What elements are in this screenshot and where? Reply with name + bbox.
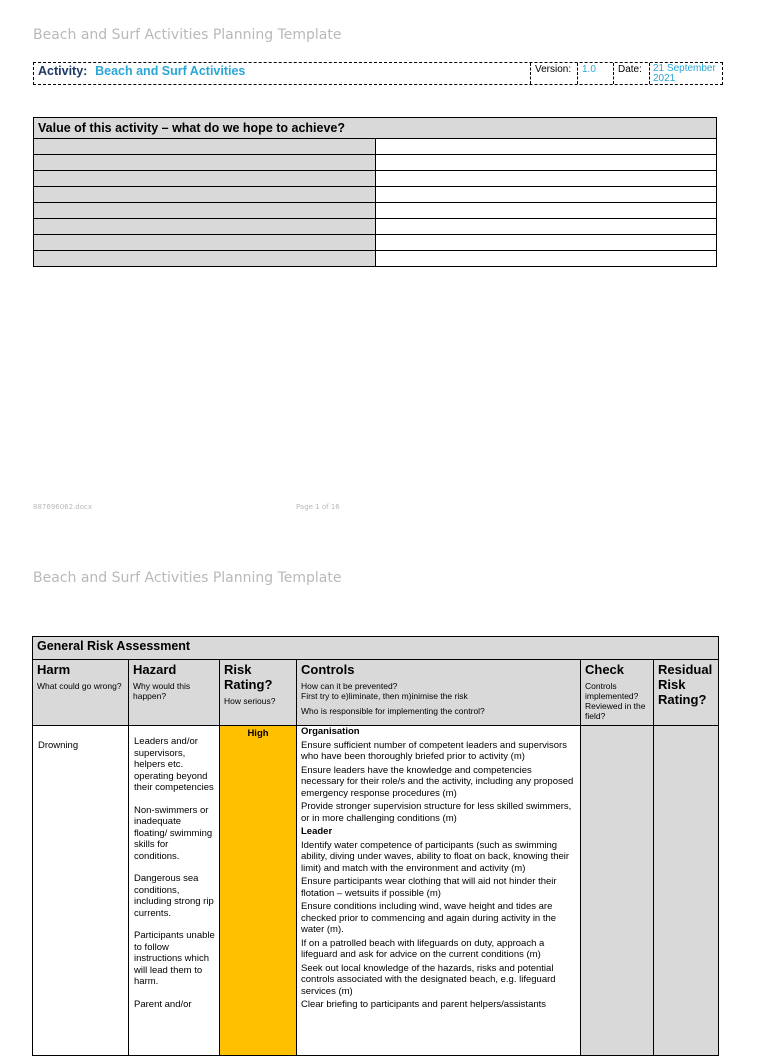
controls-cell[interactable] (297, 726, 581, 1056)
value-row-label[interactable] (34, 187, 376, 203)
control-item: Ensure sufficient number of competent leaders and supervisors who have been thoroughly briefed prior to activity (m) (301, 739, 567, 762)
control-item: Ensure participants wear clothing that will aid not hinder their flotation – wetsuits if possible (m) (301, 876, 557, 899)
value-row-label[interactable] (34, 203, 376, 219)
value-row-label[interactable] (34, 251, 376, 267)
activity-cell (34, 63, 531, 84)
hazard-header-title: Hazard (133, 662, 177, 677)
control-item: If on a patrolled beach with lifeguards on duty, approach a lifeguard and ask for advice on the current conditions (m) (301, 937, 545, 960)
value-row-text[interactable] (375, 203, 717, 219)
harm-header-title: Harm (37, 662, 71, 677)
value-row-label[interactable] (34, 139, 376, 155)
harm-header-sub: What could go wrong? (37, 681, 122, 691)
residual-column-header (654, 660, 719, 726)
activity-bar (33, 62, 723, 85)
hazard-header-sub: Why would this happen? (133, 681, 191, 701)
controls-header-sub1: How can it be prevented? (301, 681, 398, 691)
controls-section-organisation: Organisation (301, 726, 360, 737)
control-item: Seek out local knowledge of the hazards, risks and potential controls associated with the designated beach, e.g. lifeguard services (m) (301, 962, 556, 997)
value-row (34, 251, 717, 267)
control-item: Ensure leaders have the knowledge and competencies necessary for their role/s and the activity, including any proposed emergency response procedures (m) (301, 764, 574, 799)
value-row (34, 203, 717, 219)
value-row-label[interactable] (34, 155, 376, 171)
value-row-text[interactable] (375, 251, 717, 267)
hazard-item: Dangerous sea conditions, including strong rip currents. (134, 873, 214, 919)
risk-row (33, 726, 719, 1056)
activity-label: Activity: (38, 64, 88, 78)
hazard-item: Non-swimmers or inadequate floating/ swimming skills for conditions. (134, 804, 213, 862)
controls-header-sub3: Who is responsible for implementing the control? (301, 706, 485, 716)
harm-text: Drowning (38, 740, 79, 751)
date-value[interactable]: 21 September 2021 (653, 63, 716, 84)
control-item: Clear briefing to participants and parent helpers/assistants (301, 999, 547, 1010)
value-row (34, 171, 717, 187)
risk-assessment-table (32, 636, 719, 1056)
value-table-heading: Value of this activity – what do we hope to achieve? (34, 118, 717, 139)
hazard-item: Parent and/or (134, 998, 192, 1010)
risk-table-title: General Risk Assessment (33, 637, 719, 660)
harm-cell[interactable] (33, 726, 129, 1056)
hazard-item: Leaders and/or supervisors, helpers etc. operating beyond their competencies (134, 736, 214, 793)
value-row (34, 139, 717, 155)
harm-column-header (33, 660, 129, 726)
risk-rating-value: High (247, 728, 269, 739)
controls-section-leader: Leader (301, 826, 333, 837)
rating-column-header (220, 660, 297, 726)
controls-header-title: Controls (301, 662, 355, 677)
check-header-title: Check (585, 662, 625, 677)
footer-filename: 887696062.docx (33, 503, 93, 511)
value-row-text[interactable] (375, 235, 717, 251)
value-row (34, 235, 717, 251)
rating-header-title: Risk Rating? (224, 662, 273, 692)
check-header-sub: Controls implemented? Reviewed in the field? (585, 681, 646, 721)
control-item: Provide stronger supervision structure for less skilled swimmers, or in more challenging conditions (m) (301, 801, 572, 824)
value-row-label[interactable] (34, 171, 376, 187)
value-row-label[interactable] (34, 235, 376, 251)
footer-page-number: Page 1 of 16 (296, 503, 340, 511)
rating-header-sub: How serious? (224, 696, 276, 706)
residual-rating-cell[interactable] (654, 726, 719, 1056)
risk-rating-cell[interactable] (220, 726, 297, 1056)
check-cell[interactable] (581, 726, 654, 1056)
page-header-title: Beach and Surf Activities Planning Template (33, 27, 342, 43)
value-row (34, 187, 717, 203)
activity-value[interactable]: Beach and Surf Activities (95, 64, 246, 78)
page-header-title: Beach and Surf Activities Planning Template (33, 570, 342, 586)
controls-column-header (297, 660, 581, 726)
check-column-header (581, 660, 654, 726)
control-item: Ensure conditions including wind, wave height and tides are checked prior to commencing and again during activity in the water (m). (301, 901, 557, 935)
value-row-label[interactable] (34, 219, 376, 235)
version-value[interactable]: 1.0 (578, 63, 614, 84)
residual-header-title: Residual Risk Rating? (658, 662, 713, 707)
hazard-item: Participants unable to follow instructions which will lead them to harm. (134, 930, 215, 987)
hazard-column-header (129, 660, 220, 726)
value-row-text[interactable] (375, 187, 717, 203)
version-label: Version: (531, 63, 578, 84)
hazard-cell[interactable] (129, 726, 220, 1056)
value-row (34, 219, 717, 235)
controls-header-sub2: First try to e)liminate, then m)inimise the risk (301, 691, 468, 701)
value-row-text[interactable] (375, 219, 717, 235)
date-label: Date: (614, 63, 650, 84)
value-table (33, 117, 717, 267)
value-row-text[interactable] (375, 139, 717, 155)
control-item: Identify water competence of participants (such as swimming ability, diving under waves, ability to float on back, knowing their limit) and match with the environment and activity (m) (301, 839, 570, 874)
value-row-text[interactable] (375, 171, 717, 187)
value-row-text[interactable] (375, 155, 717, 171)
value-row (34, 155, 717, 171)
